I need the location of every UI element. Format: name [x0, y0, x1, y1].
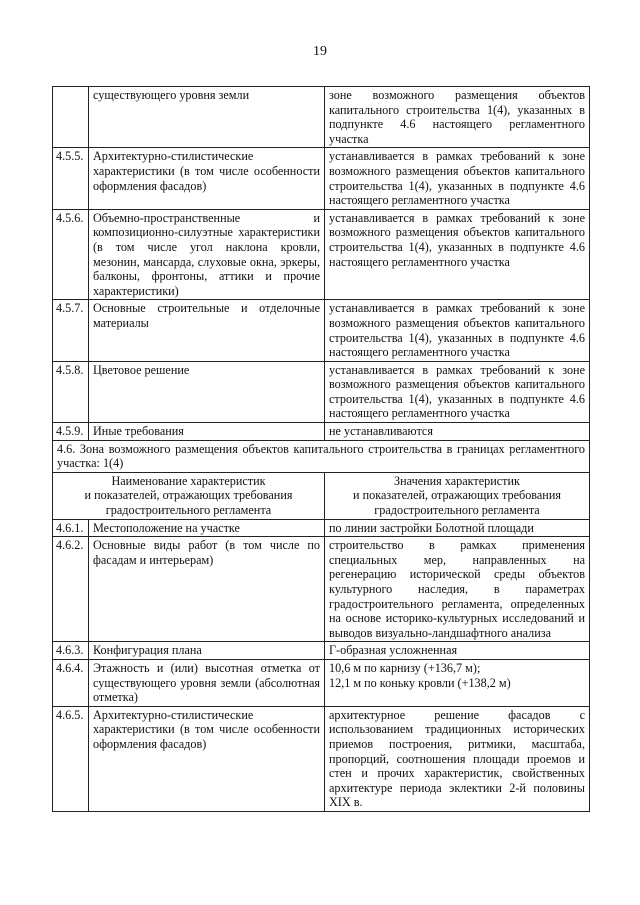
row-number: 4.5.5.	[53, 148, 89, 209]
table-row	[53, 423, 590, 441]
value-line: 12,1 м по коньку кровли (+138,2 м)	[329, 675, 511, 690]
table-row	[53, 642, 590, 660]
characteristic-name: Архитектурно-стилистические характеристики (в том числе особенности оформления фасадов)	[89, 706, 325, 811]
table-row	[53, 209, 590, 300]
header-line: и показателей, отражающих требования	[353, 488, 561, 503]
row-number	[53, 87, 89, 148]
table-row	[53, 300, 590, 361]
table-row	[53, 519, 590, 537]
header-line: градостроительного регламента	[105, 503, 272, 518]
row-number: 4.5.9.	[53, 423, 89, 441]
row-number: 4.6.5.	[53, 706, 89, 811]
row-number: 4.5.7.	[53, 300, 89, 361]
header-line: Наименование характеристик	[111, 473, 266, 488]
characteristic-value: по линии застройки Болотной площади	[325, 519, 590, 537]
value-line: 10,6 м по карнизу (+136,7 м);	[329, 660, 481, 675]
page-number: 19	[313, 44, 327, 59]
row-number: 4.6.4.	[53, 659, 89, 706]
characteristic-value: архитектурное решение фасадов с использованием традиционных исторических приемов построения, ритмики, масштаба, пропорций, соотношения площади проемов и стен и прочих характеристик, свойственных архитектуре периода эклектики 2-й половины XIX в.	[325, 706, 590, 811]
value-column-header	[325, 472, 590, 519]
section-heading: 4.6. Зона возможного размещения объектов капитального строительства в границах регламентного участка: 1(4)	[53, 440, 590, 472]
table-row	[53, 361, 590, 422]
section-heading-row	[53, 440, 590, 472]
characteristic-value: зоне возможного размещения объектов капитального строительства 1(4), указанных в подпункте 4.6 настоящего регламентного участка	[325, 87, 590, 148]
name-column-header	[53, 472, 325, 519]
table-row	[53, 537, 590, 642]
table-row	[53, 659, 590, 706]
table-row	[53, 148, 590, 209]
row-number: 4.6.2.	[53, 537, 89, 642]
row-number: 4.6.3.	[53, 642, 89, 660]
column-header-row	[53, 472, 590, 519]
characteristic-value: Г-образная усложненная	[325, 642, 590, 660]
characteristic-name: Основные виды работ (в том числе по фасадам и интерьерам)	[89, 537, 325, 642]
row-number: 4.5.6.	[53, 209, 89, 300]
characteristic-value: устанавливается в рамках требований к зоне возможного размещения объектов капитального строительства 1(4), указанных в подпункте 4.6 настоящего регламентного участка	[325, 361, 590, 422]
characteristic-name: существующего уровня земли	[89, 87, 325, 148]
header-line: Значения характеристик	[394, 473, 520, 488]
characteristic-value: не устанавливаются	[325, 423, 590, 441]
table-row	[53, 706, 590, 811]
characteristic-value: строительство в рамках применения специальных мер, направленных на регенерацию исторической среды объектов культурного наследия, в параметрах градостроительного регламента, определенных на основе историко-культурных исследований и выводов визуально-ландшафтного анализа	[325, 537, 590, 642]
header-line: градостроительного регламента	[374, 503, 540, 518]
characteristic-value: устанавливается в рамках требований к зоне возможного размещения объектов капитального строительства 1(4), указанных в подпункте 4.6 настоящего регламентного участка	[325, 148, 590, 209]
characteristic-value	[325, 659, 590, 706]
row-number: 4.6.1.	[53, 519, 89, 537]
characteristic-name: Цветовое решение	[89, 361, 325, 422]
characteristic-name: Иные требования	[89, 423, 325, 441]
characteristic-value: устанавливается в рамках требований к зоне возможного размещения объектов капитального строительства 1(4), указанных в подпункте 4.6 настоящего регламентного участка	[325, 209, 590, 300]
table-row	[53, 87, 590, 148]
characteristic-value: устанавливается в рамках требований к зоне возможного размещения объектов капитального строительства 1(4), указанных в подпункте 4.6 настоящего регламентного участка	[325, 300, 590, 361]
regulation-table	[52, 86, 590, 812]
characteristic-name: Основные строительные и отделочные материалы	[89, 300, 325, 361]
characteristic-name: Этажность и (или) высотная отметка от существующего уровня земли (абсолютная отметка)	[89, 659, 325, 706]
characteristic-name: Конфигурация плана	[89, 642, 325, 660]
characteristic-name: Местоположение на участке	[89, 519, 325, 537]
characteristic-name: Архитектурно-стилистические характеристики (в том числе особенности оформления фасадов)	[89, 148, 325, 209]
row-number: 4.5.8.	[53, 361, 89, 422]
header-line: и показателей, отражающих требования	[84, 488, 293, 503]
characteristic-name: Объемно-пространственные и композиционно-силуэтные характеристики (в том числе угол наклона кровли, мезонин, мансарда, слуховые окна, эркеры, балконы, фронтоны, аттики и прочие характеристики)	[89, 209, 325, 300]
